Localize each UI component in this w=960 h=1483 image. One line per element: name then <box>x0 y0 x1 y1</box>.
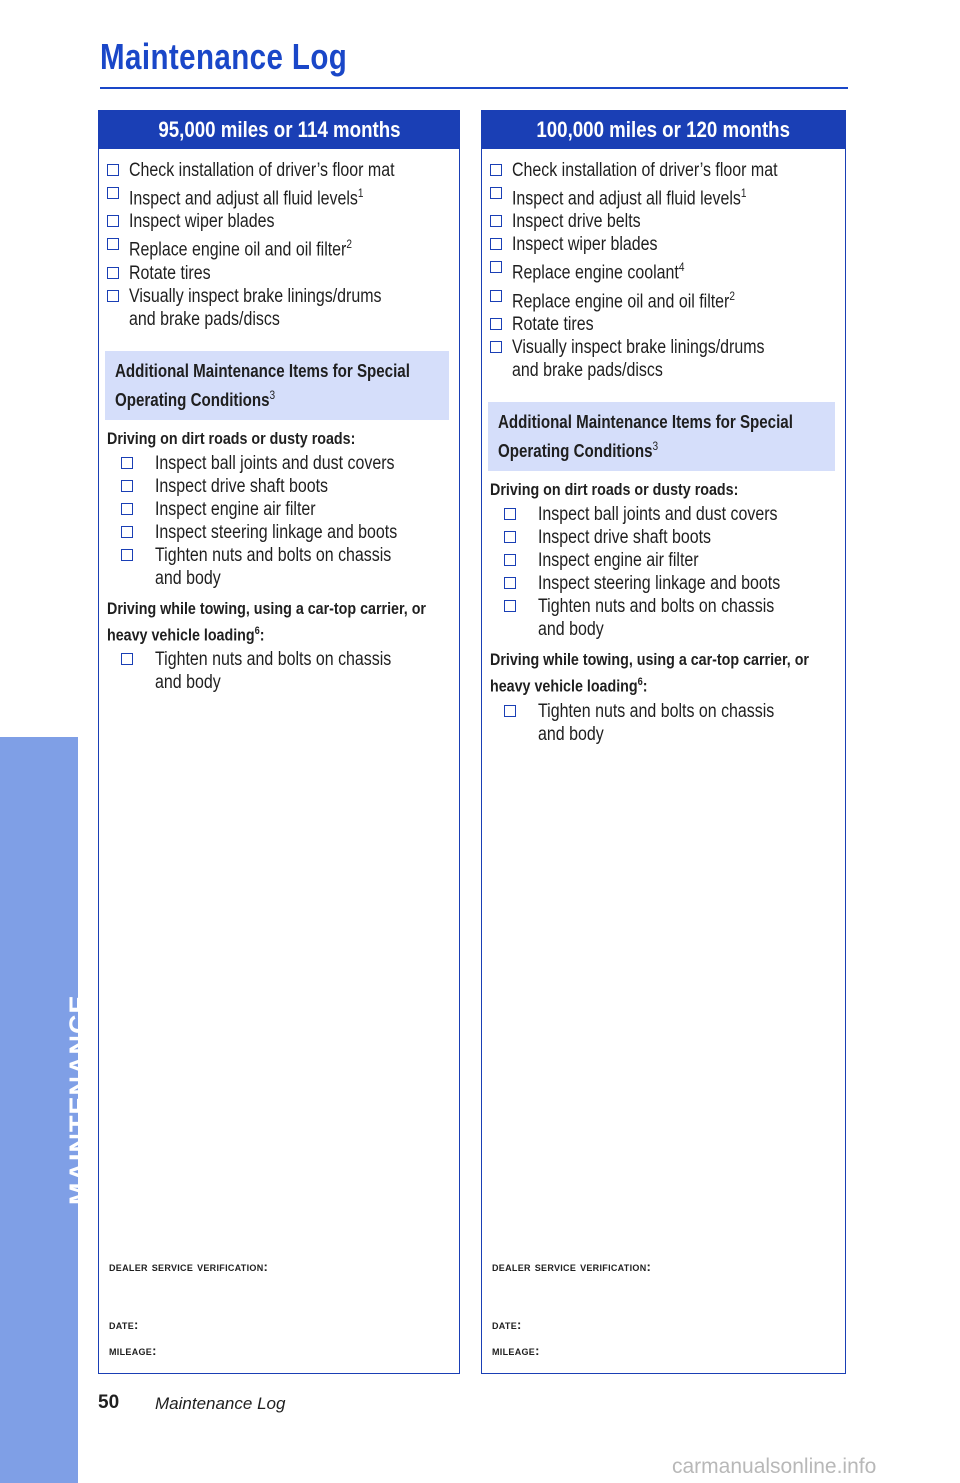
interval-header <box>99 111 459 149</box>
condition-heading <box>107 428 467 450</box>
condition-list <box>482 503 845 641</box>
watermark: carmanualsonline.info <box>672 1455 877 1478</box>
item-text <box>512 336 783 382</box>
footer-label: Maintenance Log <box>155 1394 286 1413</box>
condition-item <box>121 498 449 521</box>
footnote-ref: 6 <box>254 624 260 637</box>
special-title-text: Additional Maintenance Items for Special Operating Conditions <box>115 360 410 410</box>
condition-list <box>99 648 459 694</box>
maintenance-item <box>490 256 835 284</box>
checkbox[interactable] <box>504 600 516 612</box>
maintenance-item <box>490 285 835 313</box>
condition-heading-text: Driving while towing, using a car-top carrier, or heavy vehicle loading <box>107 598 426 645</box>
maintenance-column <box>98 110 460 1374</box>
date-field-label: date: <box>492 1317 522 1332</box>
item-label: Inspect steering linkage and boots <box>155 521 398 543</box>
footnote-ref: 3 <box>269 387 276 402</box>
condition-item <box>504 572 835 595</box>
maintenance-item <box>490 159 835 182</box>
item-label: Inspect and adjust all fluid levels <box>512 188 741 210</box>
footnote-ref: 2 <box>729 288 735 303</box>
item-label: Tighten nuts and bolts on chassis and body <box>155 544 392 589</box>
condition-item <box>504 503 835 526</box>
item-label: Inspect ball joints and dust covers <box>538 503 778 525</box>
maintenance-list <box>99 149 459 331</box>
maintenance-column <box>481 110 846 1374</box>
maintenance-item <box>490 233 835 256</box>
checkbox[interactable] <box>121 503 133 515</box>
interval-title: 95,000 miles or 114 months <box>157 117 401 142</box>
item-label: Replace engine oil and oil filter <box>129 239 347 261</box>
condition-item <box>121 452 449 475</box>
item-label: Visually inspect brake linings/drums and brake pads/discs <box>512 336 765 381</box>
footnote-ref: 3 <box>652 438 659 453</box>
item-text <box>129 182 398 210</box>
item-label: Replace engine coolant <box>512 262 679 284</box>
item-label: Inspect ball joints and dust covers <box>155 452 395 474</box>
condition-heading-text: Driving on dirt roads or dusty roads: <box>490 479 739 499</box>
interval-header <box>482 111 845 149</box>
footnote-ref: 4 <box>678 260 685 275</box>
condition-item <box>121 475 449 498</box>
item-label: Visually inspect brake linings/drums and brake pads/discs <box>129 285 382 330</box>
special-title-text: Additional Maintenance Items for Special Operating Conditions <box>498 411 793 461</box>
side-section-label: MAINTENANCE <box>64 994 94 1205</box>
item-label: Tighten nuts and bolts on chassis and body <box>538 595 775 640</box>
checkbox[interactable] <box>107 215 119 227</box>
item-text <box>512 210 783 233</box>
checkbox[interactable] <box>490 238 502 250</box>
condition-heading-suffix: : <box>259 625 265 645</box>
maintenance-item <box>107 262 449 285</box>
item-text <box>129 159 398 182</box>
item-label: Replace engine oil and oil filter <box>512 290 730 312</box>
condition-list <box>482 700 845 746</box>
interval-title: 100,000 miles or 120 months <box>536 117 791 142</box>
condition-item <box>504 549 835 572</box>
item-label: Inspect wiper blades <box>129 211 275 233</box>
checkbox[interactable] <box>490 187 502 199</box>
footnote-ref: 1 <box>357 186 364 200</box>
item-text <box>512 159 783 182</box>
condition-heading <box>490 479 853 501</box>
condition-list <box>99 452 459 590</box>
checkbox[interactable] <box>107 290 119 302</box>
checkbox[interactable] <box>121 526 133 538</box>
item-label: Inspect engine air filter <box>538 549 699 571</box>
item-text <box>129 285 398 331</box>
item-label: Inspect engine air filter <box>155 498 316 520</box>
condition-item <box>504 700 835 746</box>
condition-item <box>121 544 449 590</box>
maintenance-item <box>490 182 835 210</box>
condition-heading-text: Driving while towing, using a car-top carrier, or heavy vehicle loading <box>490 649 809 696</box>
item-text <box>512 182 783 210</box>
item-label: Check installation of driver’s floor mat <box>512 160 778 181</box>
footnote-ref: 6 <box>637 675 643 688</box>
checkbox[interactable] <box>504 577 516 589</box>
condition-item <box>504 595 835 641</box>
maintenance-item <box>107 285 449 331</box>
page-number: 50 <box>98 1392 120 1413</box>
maintenance-item <box>490 210 835 233</box>
item-label: Rotate tires <box>512 313 594 335</box>
checkbox[interactable] <box>504 531 516 543</box>
checkbox[interactable] <box>504 554 516 566</box>
item-label: Tighten nuts and bolts on chassis and body <box>155 649 392 694</box>
condition-heading-text: Driving on dirt roads or dusty roads: <box>107 428 356 448</box>
special-conditions-title <box>498 410 825 463</box>
checkbox[interactable] <box>504 705 516 717</box>
checkbox[interactable] <box>490 341 502 353</box>
checkbox[interactable] <box>107 164 119 176</box>
dealer-service-verification: dealer service verification: <box>109 1259 269 1274</box>
maintenance-item <box>107 159 449 182</box>
maintenance-item <box>490 313 835 336</box>
mileage-field-label: mileage: <box>492 1343 540 1358</box>
checkbox[interactable] <box>107 267 119 279</box>
maintenance-item <box>107 182 449 210</box>
checkbox[interactable] <box>107 238 119 250</box>
item-label: Check installation of driver’s floor mat <box>129 160 395 181</box>
item-label: Inspect and adjust all fluid levels <box>129 188 358 210</box>
checkbox[interactable] <box>121 549 133 561</box>
special-conditions-box <box>488 402 835 471</box>
checkbox[interactable] <box>490 215 502 227</box>
checkbox[interactable] <box>504 508 516 520</box>
item-label: Tighten nuts and bolts on chassis and body <box>538 700 775 745</box>
mileage-field-label: mileage: <box>109 1343 157 1358</box>
item-label: Rotate tires <box>129 262 211 284</box>
special-conditions-title <box>115 359 439 412</box>
checkbox[interactable] <box>121 480 133 492</box>
footnote-ref: 2 <box>346 237 352 252</box>
maintenance-item <box>107 210 449 233</box>
item-text <box>129 262 398 285</box>
condition-item <box>504 526 835 549</box>
checkbox[interactable] <box>490 261 502 273</box>
condition-heading <box>107 598 467 647</box>
item-label: Inspect drive belts <box>512 211 641 233</box>
footnote-ref: 1 <box>740 186 747 200</box>
maintenance-item <box>490 336 835 382</box>
maintenance-item <box>107 233 449 261</box>
checkbox[interactable] <box>490 164 502 176</box>
dealer-service-verification: dealer service verification: <box>492 1259 652 1274</box>
checkbox[interactable] <box>121 653 133 665</box>
item-text <box>512 313 783 336</box>
item-label: Inspect drive shaft boots <box>155 475 329 497</box>
condition-heading-suffix: : <box>642 676 648 696</box>
special-conditions-box <box>105 351 449 420</box>
checkbox[interactable] <box>121 457 133 469</box>
maintenance-list <box>482 149 845 382</box>
checkbox[interactable] <box>490 290 502 302</box>
checkbox[interactable] <box>107 187 119 199</box>
item-label: Inspect drive shaft boots <box>538 526 712 548</box>
item-text <box>129 233 398 261</box>
condition-item <box>121 648 449 694</box>
date-field-label: date: <box>109 1317 139 1332</box>
item-text <box>512 285 783 313</box>
item-text <box>512 256 783 284</box>
condition-item <box>121 521 449 544</box>
page-title: Maintenance Log <box>100 36 348 77</box>
item-text <box>512 233 783 256</box>
item-label: Inspect wiper blades <box>512 234 658 256</box>
item-text <box>129 210 398 233</box>
condition-heading <box>490 649 853 698</box>
item-label: Inspect steering linkage and boots <box>538 572 781 594</box>
title-divider <box>100 87 848 89</box>
checkbox[interactable] <box>490 318 502 330</box>
